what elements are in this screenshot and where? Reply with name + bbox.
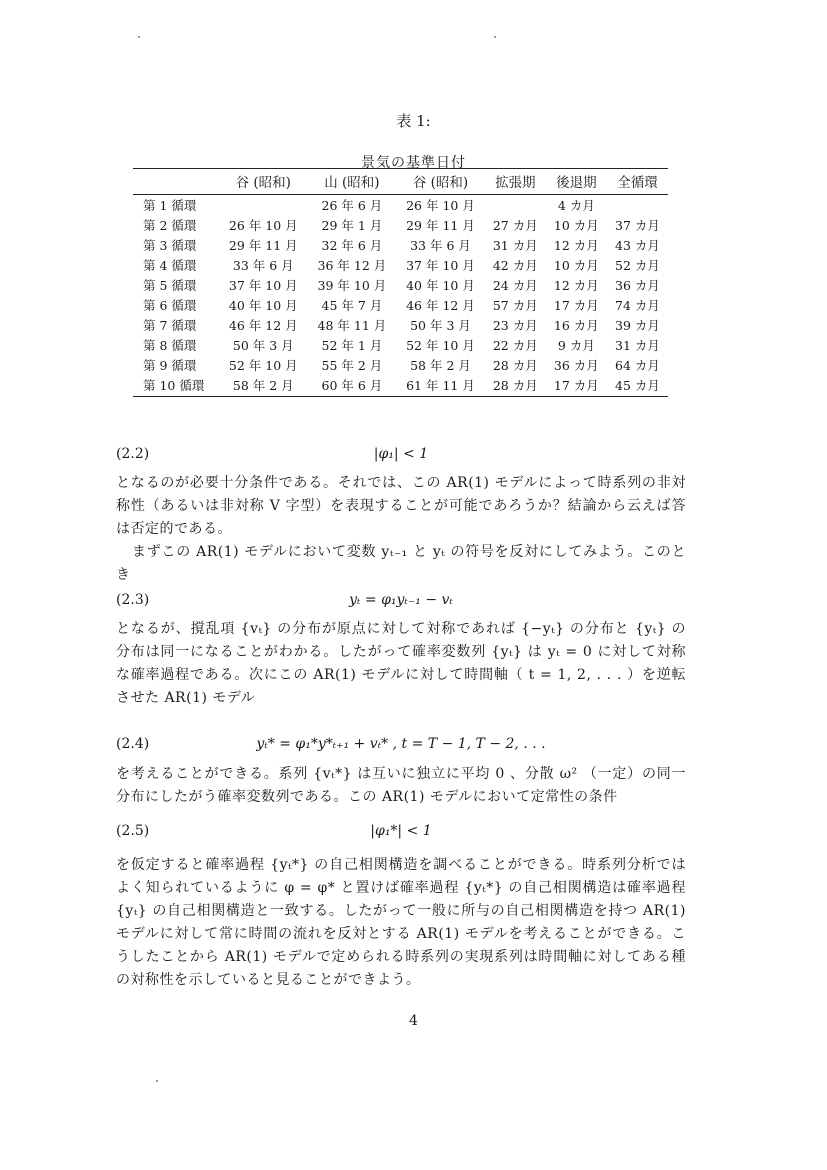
table-cell: 50 年 3 月 bbox=[410, 318, 471, 333]
row-label-cell: 第 9 循環 bbox=[143, 358, 197, 373]
table-cell: 52 年 10 月 bbox=[406, 338, 475, 353]
row-label-cell: 第 7 循環 bbox=[143, 318, 197, 333]
table-cell: 33 年 6 月 bbox=[232, 258, 294, 273]
table-row bbox=[133, 235, 668, 255]
equation-2-4 bbox=[116, 734, 686, 758]
business-cycle-table bbox=[133, 168, 668, 397]
table-cell: 29 年 11 月 bbox=[406, 218, 475, 233]
table-cell: 26 年 6 月 bbox=[321, 198, 383, 213]
page-number: 4 bbox=[409, 1013, 418, 1029]
table-cell: 29 年 11 月 bbox=[228, 238, 298, 253]
paragraph: を仮定すると確率過程 {yₜ*} の自己相関構造を調べることができる。時系列分析ではよく知られているように φ = φ* と置けば確率過程 {yₜ*} の自己相関構造は確率過程 {yₜ} の自己相関構造と一致する。したがって一般に所与の自己相関構造を持つ AR(1) モデルに対して常に時間の流れを反対とする AR(1) モデルを考えることができる。こうしたことから AR(1) モデルで定められる時系列の実現系列は時間軸に対してある種の対称性を示していると見ることができよう。 bbox=[116, 857, 686, 988]
table-cell: 32 年 6 月 bbox=[321, 238, 383, 253]
paragraph: を考えることができる。系列 {vₜ*} は互いに独立に平均 0 、分散 ω² （一定）の同一分布にしたがう確率変数列である。この AR(1) モデルにおいて定常性の条件 bbox=[116, 766, 686, 805]
table-cell: 10 カ月 bbox=[553, 258, 599, 273]
table-cell: 26 年 10 月 bbox=[406, 198, 475, 213]
paragraph: となるのが必要十分条件である。それでは、この AR(1) モデルによって時系列の非対称性（あるいは非対称 V 字型）を表現することが可能であろうか？結論から云えば答は否定的である。 bbox=[116, 475, 686, 537]
table-cell: 31 カ月 bbox=[492, 238, 538, 253]
scan-speck bbox=[156, 1080, 158, 1082]
table-cell bbox=[485, 195, 546, 216]
table-row bbox=[133, 355, 668, 375]
equation-2-5 bbox=[116, 821, 686, 845]
paragraph: となるが、撹乱項 {vₜ} の分布が原点に対して対称であれば {−yₜ} の分布と {yₜ} の分布は同一になることがわかる。したがって確率変数列 {yₜ} は yₜ = 0 に対して対称な確率過程である。次にこの AR(1) モデルに対して時間軸（ t = 1, 2, . . . ）を逆転させた AR(1) モデル bbox=[116, 621, 686, 706]
equation-number: (2.3) bbox=[116, 592, 150, 608]
table-cell: 12 カ月 bbox=[553, 238, 599, 253]
table-cell: 27 カ月 bbox=[492, 218, 538, 233]
table-cell: 48 年 11 月 bbox=[317, 318, 387, 333]
table-cell: 58 年 2 月 bbox=[410, 358, 471, 373]
table-cell: 26 年 10 月 bbox=[228, 218, 298, 233]
table-cell: 52 年 10 月 bbox=[228, 358, 298, 373]
table-cell: 52 年 1 月 bbox=[321, 338, 383, 353]
scan-speck bbox=[138, 36, 140, 38]
equation-body: |φ₁| < 1 bbox=[373, 446, 429, 462]
header-cell: 全循環 bbox=[607, 169, 668, 195]
table-caption: 表 1: bbox=[396, 112, 431, 130]
table-cell: 12 カ月 bbox=[553, 278, 599, 293]
table-cell: 23 カ月 bbox=[492, 318, 538, 333]
table-cell: 37 カ月 bbox=[615, 218, 660, 233]
table-cell: 40 年 10 月 bbox=[406, 278, 475, 293]
table-row bbox=[133, 215, 668, 235]
equation-number: (2.5) bbox=[116, 823, 150, 839]
table-row bbox=[133, 375, 668, 397]
row-label-cell: 第 1 循環 bbox=[143, 198, 197, 213]
table-cell: 10 カ月 bbox=[553, 218, 599, 233]
header-cell: 後退期 bbox=[546, 169, 607, 195]
table-cell: 45 カ月 bbox=[607, 375, 668, 397]
table-cell: 40 年 10 月 bbox=[228, 298, 298, 313]
table-cell: 60 年 6 月 bbox=[308, 375, 397, 397]
table-cell: 29 年 1 月 bbox=[321, 218, 383, 233]
equation-2-3 bbox=[116, 590, 686, 614]
scan-speck bbox=[494, 36, 496, 38]
table-row bbox=[133, 335, 668, 355]
header-cell bbox=[133, 169, 219, 195]
table-cell: 16 カ月 bbox=[553, 318, 599, 333]
table-cell: 46 年 12 月 bbox=[406, 298, 475, 313]
table-cell: 46 年 12 月 bbox=[228, 318, 298, 333]
equation-body: yₜ* = φ₁*y*ₜ₊₁ + vₜ* , t = T − 1, T − 2, . . . bbox=[256, 736, 546, 752]
table-cell bbox=[607, 195, 668, 216]
table-header-row bbox=[133, 169, 668, 195]
table-cell: 28 カ月 bbox=[492, 358, 538, 373]
table-cell: 36 年 12 月 bbox=[317, 258, 387, 273]
table-cell: 39 年 10 月 bbox=[317, 278, 387, 293]
row-label-cell: 第 3 循環 bbox=[143, 238, 197, 253]
table-cell: 37 年 10 月 bbox=[228, 278, 298, 293]
header-cell: 谷 (昭和) bbox=[219, 169, 308, 195]
table-cell: 22 カ月 bbox=[492, 338, 538, 353]
table-cell: 31 カ月 bbox=[615, 338, 660, 353]
row-label-cell: 第 5 循環 bbox=[143, 278, 197, 293]
row-label-cell: 第 4 循環 bbox=[143, 258, 197, 273]
row-label-cell: 第 6 循環 bbox=[143, 298, 197, 313]
table-cell: 58 年 2 月 bbox=[219, 375, 308, 397]
header-cell: 拡張期 bbox=[485, 169, 546, 195]
table-cell: 57 カ月 bbox=[492, 298, 538, 313]
table-cell: 45 年 7 月 bbox=[321, 298, 383, 313]
table-cell: 28 カ月 bbox=[485, 375, 546, 397]
table-title: 景気の基準日付 bbox=[361, 155, 466, 171]
table-cell: 17 カ月 bbox=[546, 375, 607, 397]
equation-number: (2.4) bbox=[116, 736, 150, 752]
table-cell: 33 年 6 月 bbox=[410, 238, 471, 253]
table-cell: 17 カ月 bbox=[553, 298, 599, 313]
table-cell: 24 カ月 bbox=[492, 278, 538, 293]
table-cell: 64 カ月 bbox=[615, 358, 660, 373]
table-cell bbox=[219, 195, 308, 216]
paragraph: まずこの AR(1) モデルにおいて変数 yₜ₋₁ と yₜ の符号を反対にしてみよう。このとき bbox=[116, 544, 686, 583]
table-cell: 52 カ月 bbox=[615, 258, 660, 273]
table-cell: 50 年 3 月 bbox=[232, 338, 294, 353]
table-cell: 4 カ月 bbox=[557, 198, 595, 213]
equation-2-2 bbox=[116, 444, 686, 468]
table-cell: 39 カ月 bbox=[615, 318, 660, 333]
table-cell: 74 カ月 bbox=[615, 298, 660, 313]
table-cell: 55 年 2 月 bbox=[321, 358, 383, 373]
table-cell: 37 年 10 月 bbox=[406, 258, 475, 273]
header-cell: 谷 (昭和) bbox=[396, 169, 485, 195]
equation-body: yₜ = φ₁yₜ₋₁ − vₜ bbox=[349, 592, 453, 608]
table-cell: 42 カ月 bbox=[492, 258, 538, 273]
equation-number: (2.2) bbox=[116, 446, 150, 462]
equation-body: |φ₁*| < 1 bbox=[370, 823, 432, 839]
row-label-cell: 第 10 循環 bbox=[133, 375, 219, 397]
row-label-cell: 第 2 循環 bbox=[143, 218, 197, 233]
table-cell: 43 カ月 bbox=[615, 238, 660, 253]
row-label-cell: 第 8 循環 bbox=[143, 338, 197, 353]
table-row bbox=[133, 315, 668, 335]
header-cell: 山 (昭和) bbox=[308, 169, 397, 195]
table-row bbox=[133, 275, 668, 295]
table-row bbox=[133, 255, 668, 275]
table-cell: 61 年 11 月 bbox=[396, 375, 485, 397]
table-cell: 9 カ月 bbox=[557, 338, 595, 353]
table-row bbox=[133, 195, 668, 216]
table-cell: 36 カ月 bbox=[553, 358, 599, 373]
table-row bbox=[133, 295, 668, 315]
table-cell: 36 カ月 bbox=[615, 278, 660, 293]
